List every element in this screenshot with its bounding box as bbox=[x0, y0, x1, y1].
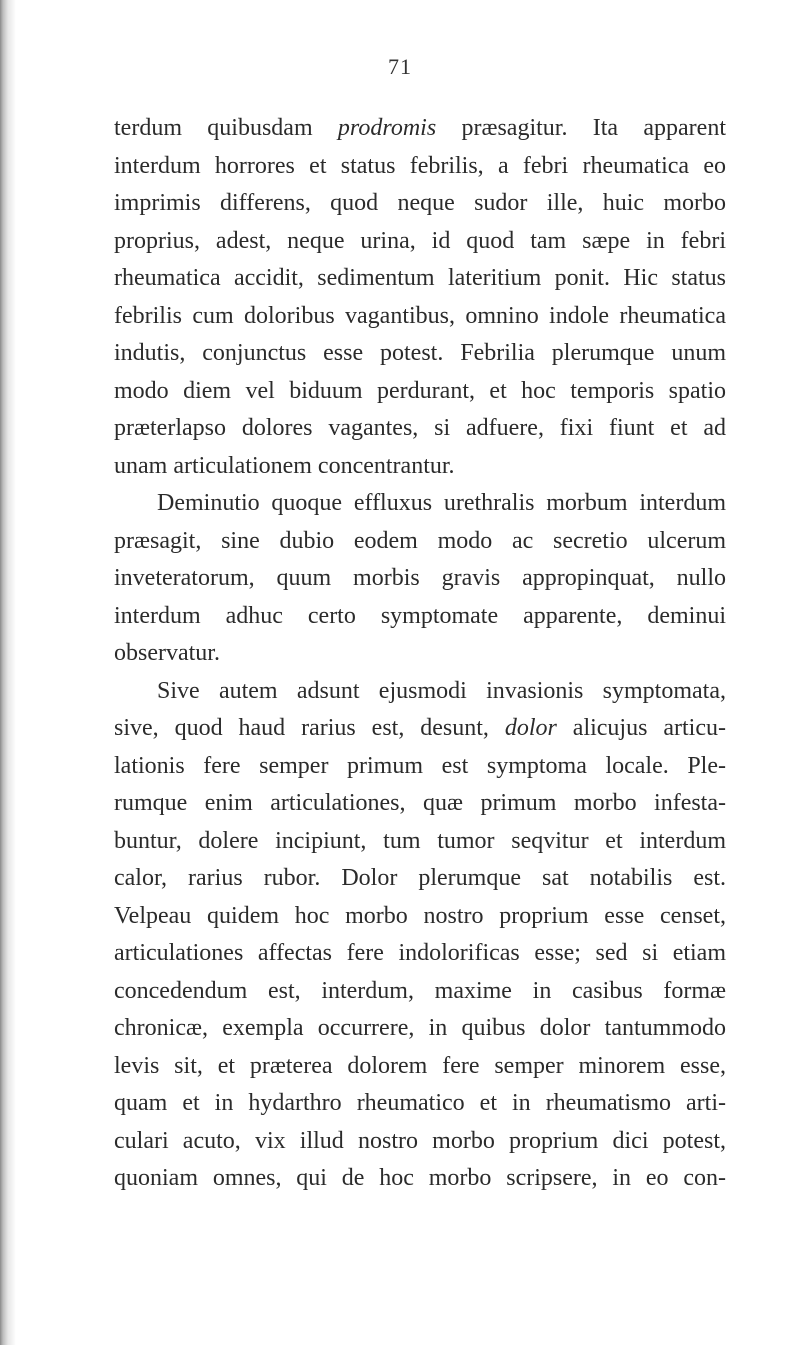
text-line: præsagit, sine dubio eodem modo ac secretio ulcerum bbox=[114, 527, 726, 554]
text-line: lationis fere semper primum est symptoma locale. Ple- bbox=[114, 752, 726, 779]
text-line: interdum horrores et status febrilis, a febri rheumatica eo bbox=[114, 152, 726, 179]
text-line: febrilis cum doloribus vagantibus, omnino indole rheumatica bbox=[114, 302, 726, 329]
text-line: articulationes affectas fere indolorificas esse; sed si etiam bbox=[114, 940, 726, 966]
text-line: levis sit, et præterea dolorem fere semper minorem esse, bbox=[114, 1052, 726, 1079]
text-line: indutis, conjunctus esse potest. Febrilia plerumque unum bbox=[114, 340, 726, 366]
text-line: modo diem vel biduum perdurant, et hoc temporis spatio bbox=[114, 377, 726, 404]
text-line: proprius, adest, neque urina, id quod tam sæpe in febri bbox=[114, 227, 726, 254]
text-line: quam et in hydarthro rheumatico et in rheumatismo arti- bbox=[114, 1090, 726, 1116]
text-line: buntur, dolere incipiunt, tum tumor seqvitur et interdum bbox=[114, 827, 726, 854]
text-line: Velpeau quidem hoc morbo nostro proprium esse censet, bbox=[114, 902, 726, 929]
paragraph-end-line: observatur. bbox=[114, 640, 220, 666]
text-line: imprimis differens, quod neque sudor ille, huic morbo bbox=[114, 190, 726, 216]
page-number: 71 bbox=[388, 54, 412, 79]
text-line: inveteratorum, quum morbis gravis appropinquat, nullo bbox=[114, 565, 726, 591]
text-line: rheumatica accidit, sedimentum lateritium ponit. Hic status bbox=[114, 265, 726, 291]
text-line: præterlapso dolores vagantes, si adfuere, fixi fiunt et ad bbox=[114, 415, 726, 441]
paragraph-start-line: Deminutio quoque effluxus urethralis morbum interdum bbox=[157, 490, 726, 516]
paragraph-end-line: unam articulationem concentrantur. bbox=[114, 452, 455, 479]
emphasis: prodromis bbox=[337, 115, 437, 141]
text-line: chronicæ, exempla occurrere, in quibus dolor tantummodo bbox=[114, 1015, 726, 1041]
text-line: culari acuto, vix illud nostro morbo proprium dici potest, bbox=[114, 1127, 726, 1154]
text-line: interdum adhuc certo symptomate apparente, deminui bbox=[114, 602, 726, 629]
paragraph-start-line: Sive autem adsunt ejusmodi invasionis symptomata, bbox=[157, 677, 726, 704]
text-line: sive, quod haud rarius est, desunt, dolor alicujus articu- bbox=[114, 715, 726, 741]
text-line: rumque enim articulationes, quæ primum morbo infesta- bbox=[114, 790, 726, 816]
text-line: terdum quibusdam prodromis præsagitur. Ita apparent bbox=[114, 115, 726, 141]
emphasis: dolor bbox=[504, 715, 557, 741]
text-line: calor, rarius rubor. Dolor plerumque sat notabilis est. bbox=[114, 865, 726, 891]
text-line: concedendum est, interdum, maxime in casibus formæ bbox=[114, 977, 726, 1004]
text-line: quoniam omnes, qui de hoc morbo scripsere, in eo con- bbox=[114, 1165, 726, 1191]
page-edge-shadow bbox=[0, 0, 16, 1345]
body-text bbox=[114, 110, 726, 1198]
